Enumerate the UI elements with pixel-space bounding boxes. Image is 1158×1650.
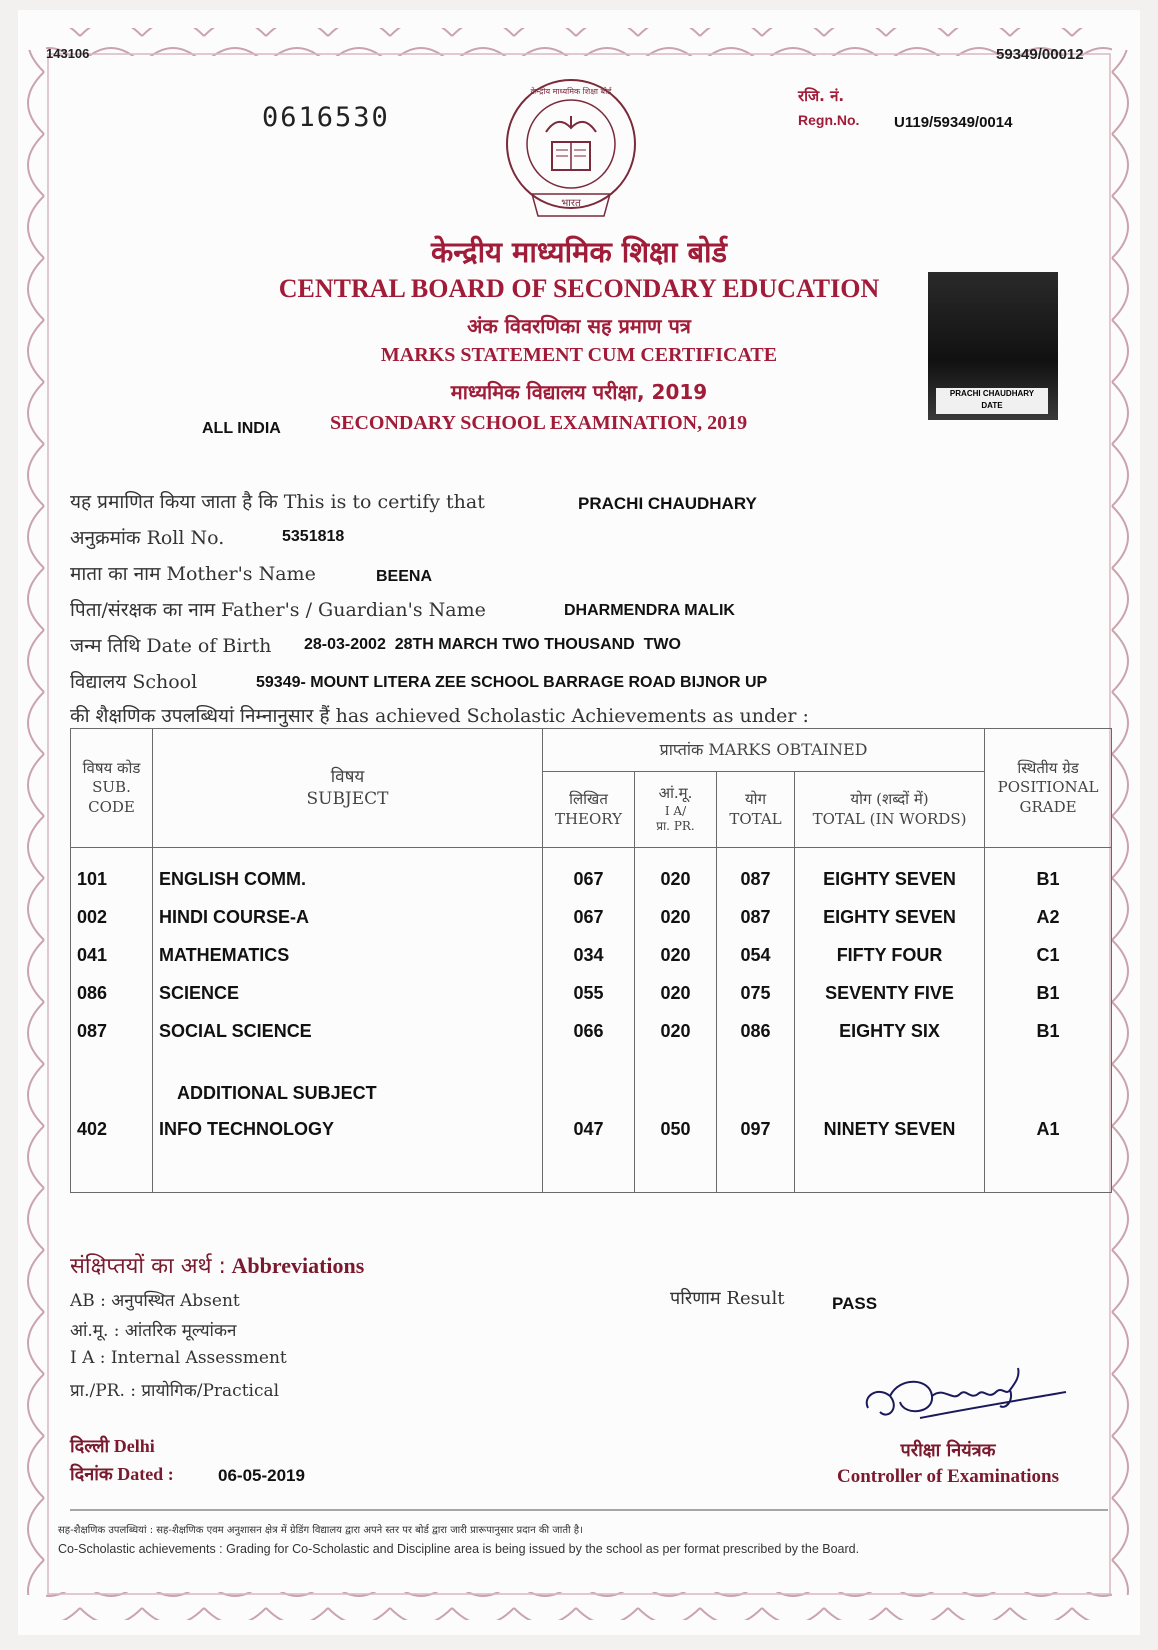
school-label: विद्यालय School (70, 671, 198, 693)
ia-marks: 020 (635, 936, 717, 974)
result-value: PASS (832, 1294, 878, 1313)
table-row (71, 936, 1112, 974)
subject-name: SOCIAL SCIENCE (153, 1012, 543, 1050)
exam-title-hindi: माध्यमिक विद्यालय परीक्षा, 2019 (450, 380, 708, 404)
total-marks: 075 (717, 974, 795, 1012)
emblem-top-text: केन्द्रीय माध्यमिक शिक्षा बोर्ड (530, 87, 612, 96)
scope-all-india: ALL INDIA (202, 420, 281, 437)
dated-value: 06-05-2019 (218, 1466, 305, 1485)
theory-marks: 034 (543, 936, 635, 974)
ia-marks: 050 (635, 1110, 717, 1148)
total-words: EIGHTY SEVEN (795, 898, 985, 936)
father-label: पिता/संरक्षक का नाम Father's / Guardian's Name (70, 599, 486, 621)
school-value: 59349- MOUNT LITERA ZEE SCHOOL BARRAGE ROAD BIJNOR UP (256, 674, 768, 691)
sub-code: 402 (71, 1110, 153, 1148)
photo-tag: PRACHI CHAUDHARY DATE (936, 388, 1048, 414)
sub-code: 041 (71, 936, 153, 974)
header-total: योग TOTAL (717, 772, 795, 848)
ia-marks: 020 (635, 1012, 717, 1050)
father-name: DHARMENDRA MALIK (564, 602, 735, 619)
abbr-absent: AB : अनुपस्थित Absent (70, 1291, 240, 1311)
sub-code: 101 (71, 860, 153, 898)
additional-subject-label: ADDITIONAL SUBJECT (153, 1050, 543, 1110)
mother-name: BEENA (376, 568, 433, 585)
regn-value: U119/59349/0014 (894, 114, 1013, 131)
subject-name: MATHEMATICS (153, 936, 543, 974)
total-marks: 086 (717, 1012, 795, 1050)
total-marks: 087 (717, 860, 795, 898)
subject-name: SCIENCE (153, 974, 543, 1012)
table-row (71, 898, 1112, 936)
header-total-words: योग (शब्दों में) TOTAL (IN WORDS) (795, 772, 985, 848)
table-row (71, 860, 1112, 898)
abbr-ia-english: I A : Internal Assessment (70, 1348, 287, 1368)
total-marks: 054 (717, 936, 795, 974)
abbr-ia-hindi: आं.मू. : आंतरिक मूल्यांकन (70, 1321, 237, 1341)
serial-left: 143106 (46, 46, 90, 61)
subject-name: ENGLISH COMM. (153, 860, 543, 898)
place: दिल्ली Delhi (70, 1436, 155, 1456)
marks-table (70, 728, 1112, 1193)
dob-label: जन्म तिथि Date of Birth (70, 635, 272, 657)
header-ia-pr: आं.मू. I A/ प्रा. PR. (635, 772, 717, 848)
total-words: NINETY SEVEN (795, 1110, 985, 1148)
ia-marks: 020 (635, 974, 717, 1012)
footer-note-hindi: सह-शैक्षणिक उपलब्धियां : सह-शैक्षणिक एवम अनुशासन क्षेत्र में ग्रेडिंग विद्यालय द्वारा अपने स्तर पर बोर्ड द्वारा जारी प्रारूपानुसार प्रदान की जाती है। (58, 1525, 583, 1536)
certificate-number: 0616530 (262, 102, 390, 133)
abbreviations-title: संक्षिप्तयों का अर्थ : Abbreviations (70, 1253, 365, 1279)
grade: B1 (985, 1012, 1112, 1050)
student-photo (928, 272, 1058, 420)
grade: C1 (985, 936, 1112, 974)
grade: B1 (985, 974, 1112, 1012)
subject-name: INFO TECHNOLOGY (153, 1110, 543, 1148)
table-row-additional (71, 1110, 1112, 1148)
dated-label: दिनांक Dated : (70, 1464, 174, 1484)
roll-label: अनुक्रमांक Roll No. (70, 527, 225, 549)
certificate-sheet (18, 10, 1140, 1635)
roll-number: 5351818 (282, 528, 345, 545)
subject-name: HINDI COURSE-A (153, 898, 543, 936)
serial-right: 59349/00012 (996, 46, 1084, 63)
sub-code: 086 (71, 974, 153, 1012)
footer-note-english: Co-Scholastic achievements : Grading for Co-Scholastic and Discipline area is being issued by the school as per format prescribed by the Board. (58, 1542, 860, 1556)
theory-marks: 055 (543, 974, 635, 1012)
ia-marks: 020 (635, 860, 717, 898)
statement-title-english: MARKS STATEMENT CUM CERTIFICATE (380, 344, 778, 366)
controller-hindi: परीक्षा नियंत्रक (900, 1440, 996, 1461)
result-label: परिणाम Result (670, 1288, 785, 1309)
sub-code: 002 (71, 898, 153, 936)
header-sub-code: विषय कोड SUB. CODE (71, 729, 153, 848)
board-title-english: CENTRAL BOARD OF SECONDARY EDUCATION (278, 274, 880, 303)
sub-code: 087 (71, 1012, 153, 1050)
dob-value: 28-03-2002 28TH MARCH TWO THOUSAND TWO (304, 636, 681, 653)
mother-label: माता का नाम Mother's Name (70, 563, 316, 585)
ia-marks: 020 (635, 898, 717, 936)
header-positional-grade: स्थितीय ग्रेड POSITIONAL GRADE (985, 729, 1112, 848)
theory-marks: 067 (543, 860, 635, 898)
regn-label-hi: रजि. नं. (798, 87, 845, 105)
certify-label: यह प्रमाणित किया जाता है कि This is to certify that (70, 491, 485, 513)
table-row (71, 974, 1112, 1012)
regn-label-en: Regn.No. (798, 112, 860, 128)
total-words: SEVENTY FIVE (795, 974, 985, 1012)
total-words: EIGHTY SEVEN (795, 860, 985, 898)
grade: A1 (985, 1110, 1112, 1148)
board-title-hindi: केन्द्रीय माध्यमिक शिक्षा बोर्ड (430, 235, 728, 269)
theory-marks: 067 (543, 898, 635, 936)
statement-title-hindi: अंक विवरणिका सह प्रमाण पत्र (467, 314, 691, 338)
emblem-bottom-text: भारत (561, 198, 581, 209)
total-words: FIFTY FOUR (795, 936, 985, 974)
theory-marks: 047 (543, 1110, 635, 1148)
achievement-line: की शैक्षणिक उपलब्धियां निम्नानुसार हैं has achieved Scholastic Achievements as under : (70, 705, 809, 727)
total-words: EIGHTY SIX (795, 1012, 985, 1050)
total-marks: 087 (717, 898, 795, 936)
total-marks: 097 (717, 1110, 795, 1148)
controller-signature (860, 1356, 1070, 1436)
theory-marks: 066 (543, 1012, 635, 1050)
abbr-practical: प्रा./PR. : प्रायोगिक/Practical (70, 1381, 280, 1401)
header-subject: विषय SUBJECT (153, 729, 543, 848)
controller-english: Controller of Examinations (836, 1466, 1060, 1487)
grade: B1 (985, 860, 1112, 898)
cbse-emblem (496, 76, 646, 226)
table-row (71, 1012, 1112, 1050)
student-name: PRACHI CHAUDHARY (578, 494, 757, 513)
grade: A2 (985, 898, 1112, 936)
exam-title-english: SECONDARY SCHOOL EXAMINATION, 2019 (330, 412, 748, 434)
header-theory: लिखित THEORY (543, 772, 635, 848)
header-marks-obtained: प्राप्तांक MARKS OBTAINED (543, 729, 985, 772)
